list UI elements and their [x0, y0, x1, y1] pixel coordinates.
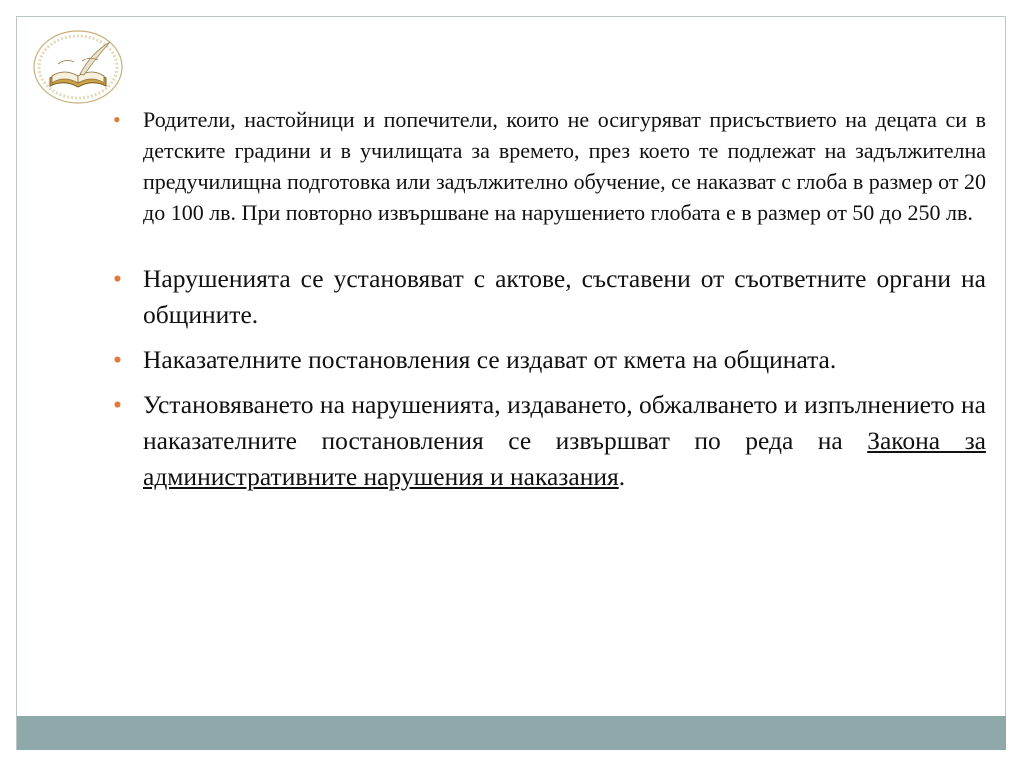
- bullet-item: [113, 387, 986, 495]
- bullet-dot-icon: •: [113, 390, 122, 419]
- bullet-item: [113, 104, 986, 228]
- bullet-text-before: Установяването на нарушенията, издаването, обжалването и изпълнението на наказателните постановления се извършват по реда на: [143, 390, 986, 455]
- bullet-text: Нарушенията се установяват с актове, съставени от съответните органи на общините.: [143, 264, 986, 329]
- bullet-item: [113, 342, 986, 378]
- bullet-dot-icon: •: [113, 107, 121, 132]
- bullet-text-after: .: [618, 462, 626, 491]
- bullet-item: [113, 261, 986, 333]
- open-book-quill-logo-icon: [30, 28, 126, 106]
- law-link[interactable]: Закона за административните нарушения и наказания: [143, 426, 986, 491]
- bullet-dot-icon: •: [113, 264, 122, 293]
- bullet-text: Наказателните постановления се издават от кмета на общината.: [143, 345, 837, 374]
- bottom-band: [17, 716, 1006, 750]
- bullet-dot-icon: •: [113, 345, 122, 374]
- bullet-text: Родители, настойници и попечители, които не осигуряват присъствието на децата си в детските градини и в училищата за времето, през което те подлежат на задължителна предучилищна подготовка или задължително обучение, се наказват с глоба в размер от 20 до 100 лв. При повторно извършване на нарушението глобата е в размер от 50 до 250 лв.: [143, 107, 986, 225]
- bullet-list: [113, 104, 986, 504]
